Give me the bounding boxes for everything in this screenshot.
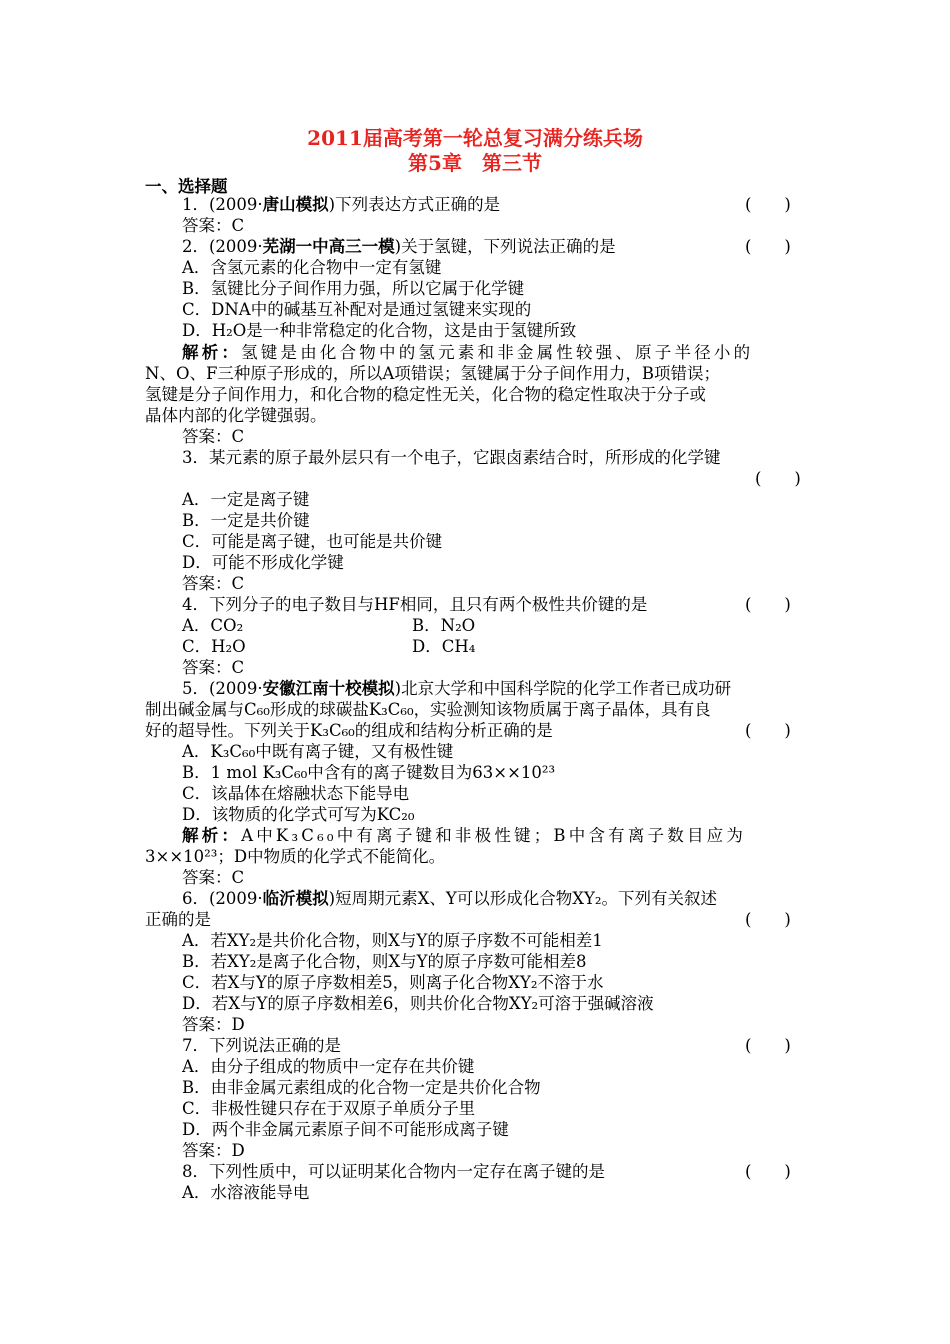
answer: 答案：C [182, 216, 245, 235]
option: A．含氢元素的化合物中一定有氢键 [182, 258, 442, 277]
analysis-text: A中K₃C₆₀中有离子键和非极性键；B中含有离子数目应为 [241, 826, 747, 845]
option: A．水溶液能导电 [182, 1183, 310, 1202]
question-6 [182, 888, 852, 909]
question-stem: 好的超导性。下列关于K₃C₆₀的组成和结构分析正确的是 [145, 721, 553, 740]
question-number: 1．(2009· [182, 195, 263, 214]
question-5 [182, 678, 852, 699]
answer: 答案：C [182, 868, 245, 887]
analysis-label: 解析： [182, 343, 242, 362]
answer-blank: ( ) [745, 595, 791, 614]
option: C．H₂O [182, 637, 246, 656]
question-source: 芜湖一中高三一模 [262, 237, 395, 256]
question-number: 6．(2009· [182, 889, 263, 908]
option: B．由非金属元素组成的化合物一定是共价化合物 [182, 1078, 541, 1097]
option: C．非极性键只存在于双原子单质分子里 [182, 1099, 476, 1118]
analysis [182, 342, 852, 363]
option: B．若XY₂是离子化合物，则X与Y的原子序数可能相差8 [182, 952, 587, 971]
option: A．K₃C₆₀中既有离子键，又有极性键 [182, 742, 454, 761]
question-stem: 制出碱金属与C₆₀形成的球碳盐K₃C₆₀，实验测知该物质属于离子晶体，具有良 [145, 700, 711, 719]
answer-blank: ( ) [745, 721, 791, 740]
option: B．氢键比分子间作用力强，所以它属于化学键 [182, 279, 525, 298]
question-source: 安徽江南十校模拟 [262, 679, 395, 698]
question-stem: )下列表达方式正确的是 [328, 195, 501, 214]
answer: 答案：D [182, 1015, 245, 1034]
analysis [182, 825, 852, 846]
option: D．两个非金属元素原子间不可能形成离子键 [182, 1120, 509, 1139]
question-stem: )关于氢键，下列说法正确的是 [394, 237, 616, 256]
question-number: 2．(2009· [182, 237, 263, 256]
analysis-text: 氢键是分子间作用力，和化合物的稳定性无关，化合物的稳定性取决于分子或 [145, 385, 706, 404]
question-stem: )北京大学和中国科学院的化学工作者已成功研 [394, 679, 732, 698]
question-4: 4．下列分子的电子数目与HF相同，且只有两个极性共价键的是 [182, 595, 648, 614]
analysis-text: N、O、F三种原子形成的，所以A项错误；氢键属于分子间作用力，B项错误； [145, 364, 720, 383]
option: C．若X与Y的原子序数相差5，则离子化合物XY₂不溶于水 [182, 973, 604, 992]
option: B．一定是共价键 [182, 511, 310, 530]
option: C．该晶体在熔融状态下能导电 [182, 784, 410, 803]
answer: 答案：C [182, 658, 245, 677]
option: D．CH₄ [412, 637, 476, 656]
analysis-text: 3××10²³；D中物质的化学式不能简化。 [145, 847, 446, 866]
answer-blank: ( ) [755, 469, 801, 488]
question-source: 临沂模拟 [262, 889, 329, 908]
question-number: 5．(2009· [182, 679, 263, 698]
question-8: 8．下列性质中，可以证明某化合物内一定存在离子键的是 [182, 1162, 605, 1181]
section-heading: 一、选择题 [145, 177, 228, 196]
option: D．H₂O是一种非常稳定的化合物，这是由于氢键所致 [182, 321, 577, 340]
answer-blank: ( ) [745, 1036, 791, 1055]
option: B．N₂O [412, 616, 476, 635]
analysis-text: 氢键是由化合物中的氢元素和非金属性较强、原子半径小的 [241, 343, 754, 362]
option: A．一定是离子键 [182, 490, 310, 509]
option: A．若XY₂是共价化合物，则X与Y的原子序数不可能相差1 [182, 931, 603, 950]
option: C．DNA中的碱基互补配对是通过氢键来实现的 [182, 300, 532, 319]
chapter-title: 第5章 第三节 [408, 151, 542, 175]
analysis-label: 解析： [182, 826, 242, 845]
option: B．1 mol K₃C₆₀中含有的离子键数目为63××10²³ [182, 763, 556, 782]
option: C．可能是离子键，也可能是共价键 [182, 532, 443, 551]
answer-blank: ( ) [745, 1162, 791, 1181]
option: D．若X与Y的原子序数相差6，则共价化合物XY₂可溶于强碱溶液 [182, 994, 654, 1013]
answer: 答案：C [182, 427, 245, 446]
option: A．CO₂ [182, 616, 244, 635]
question-stem: )短周期元素X、Y可以形成化合物XY₂。下列有关叙述 [328, 889, 718, 908]
option: D．该物质的化学式可写为KC₂₀ [182, 805, 415, 824]
answer-blank: ( ) [745, 237, 791, 256]
answer: 答案：C [182, 574, 245, 593]
question-source: 唐山模拟 [262, 195, 329, 214]
answer-blank: ( ) [745, 195, 791, 214]
analysis-text: 晶体内部的化学键强弱。 [145, 406, 327, 425]
option: D．可能不形成化学键 [182, 553, 344, 572]
answer: 答案：D [182, 1141, 245, 1160]
question-stem: 正确的是 [145, 910, 211, 929]
question-3: 3．某元素的原子最外层只有一个电子，它跟卤素结合时，所形成的化学键 [182, 448, 721, 467]
question-7: 7．下列说法正确的是 [182, 1036, 341, 1055]
answer-blank: ( ) [745, 910, 791, 929]
document-title: 2011届高考第一轮总复习满分练兵场 [307, 126, 643, 150]
option: A．由分子组成的物质中一定存在共价键 [182, 1057, 475, 1076]
